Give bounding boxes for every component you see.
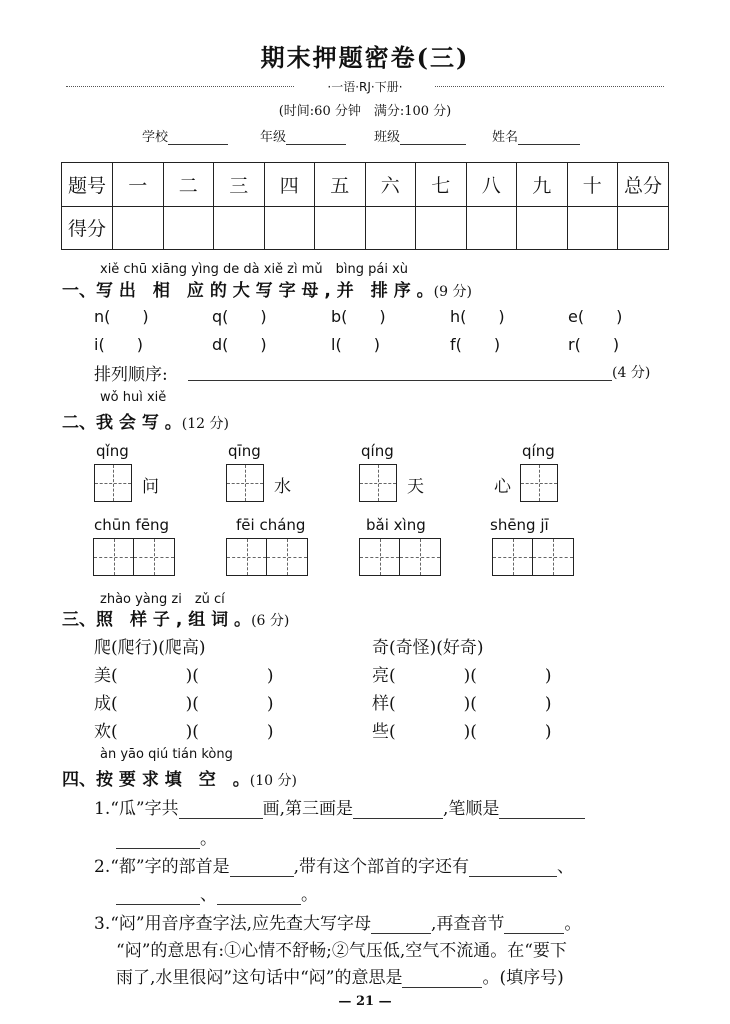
table-row: [62, 163, 669, 207]
q1-blank-strokes[interactable]: [179, 798, 263, 819]
single-pinyin: qǐng: [96, 442, 129, 460]
q3-blank-syllable[interactable]: [504, 913, 564, 934]
score-cell[interactable]: [113, 206, 164, 250]
double-pinyin: fēi cháng: [236, 516, 306, 534]
q2-blank-char2[interactable]: [116, 884, 200, 905]
section2-pinyin: wǒ huì xiě: [100, 390, 167, 405]
single-char: 天: [407, 477, 424, 497]
section1-points: (9 分): [433, 284, 472, 300]
letter-item[interactable]: n( ): [94, 307, 149, 326]
score-cell[interactable]: [264, 206, 315, 250]
question-2: [94, 852, 574, 877]
q3-line3-text: 雨了,水里很闷”这句话中“闷”的意思是: [116, 968, 403, 988]
example-right: 奇(奇怪)(好奇): [372, 638, 484, 658]
q3-line3-end: 。(填序号): [482, 968, 564, 988]
q1-blank-order[interactable]: [499, 798, 585, 819]
school-field[interactable]: [142, 126, 228, 145]
writing-grid-double[interactable]: [93, 538, 175, 576]
page-number: — 21 —: [338, 994, 392, 1009]
section3-points: (6 分): [251, 613, 290, 629]
table-header-cell: 十: [567, 163, 618, 207]
double-pinyin: bǎi xìng: [366, 516, 426, 534]
q1-text-b: 画,第三画是: [262, 799, 354, 819]
letter-item[interactable]: h( ): [450, 307, 505, 326]
name-field[interactable]: [492, 126, 580, 145]
writing-grid[interactable]: [94, 464, 132, 502]
score-cell[interactable]: [163, 206, 214, 250]
school-label: 学校: [142, 130, 169, 145]
q3-blank-letter[interactable]: [371, 913, 431, 934]
section3-title: [62, 605, 289, 630]
table-header-cell: 七: [416, 163, 467, 207]
q2-blank-char1[interactable]: [469, 856, 557, 877]
question-3-line3: [116, 963, 564, 988]
single-pinyin: qíng: [361, 442, 394, 460]
section4-points: (10 分): [249, 773, 297, 789]
q2-blank-radical[interactable]: [230, 856, 294, 877]
table-row: [62, 206, 669, 250]
writing-grid[interactable]: [520, 464, 558, 502]
single-char: 水: [274, 477, 291, 497]
score-cell[interactable]: [618, 206, 669, 250]
writing-grid[interactable]: [226, 464, 264, 502]
time-info: (时间:60 分钟 满分:100 分): [278, 104, 452, 119]
double-pinyin: shēng jī: [490, 516, 549, 534]
score-cell[interactable]: [466, 206, 517, 250]
single-char: 心: [494, 477, 511, 497]
table-header-cell: 九: [517, 163, 568, 207]
order-label: 排列顺序:: [94, 365, 168, 385]
score-cell[interactable]: [517, 206, 568, 250]
section4-title: [62, 765, 297, 790]
writing-grid-double[interactable]: [359, 538, 441, 576]
q2-text-a: 2.“都”字的部首是: [94, 857, 230, 877]
letter-item[interactable]: e( ): [568, 307, 623, 326]
table-header-cell: 八: [466, 163, 517, 207]
table-header-cell: 三: [214, 163, 265, 207]
class-field[interactable]: [374, 126, 466, 145]
table-header-cell: 四: [264, 163, 315, 207]
name-label: 姓名: [492, 130, 519, 145]
letter-item[interactable]: d( ): [212, 335, 267, 354]
section3-title-text: 三、照 样 子 , 组 词 。: [62, 610, 252, 630]
section2-title: [62, 408, 229, 433]
q2-sep: 、: [200, 885, 217, 905]
score-cell[interactable]: [416, 206, 467, 250]
q3-line2: “闷”的意思有:①心情不舒畅;②气压低,空气不流通。在“要下: [116, 941, 567, 961]
q3-text-a: 3.“闷”用音序查字法,应先查大写字母: [94, 914, 372, 934]
writing-grid-double[interactable]: [492, 538, 574, 576]
q2-end: 。: [301, 885, 318, 905]
question-2-cont: [116, 880, 318, 905]
writing-grid[interactable]: [359, 464, 397, 502]
question-3: [94, 909, 581, 934]
page-title: 期末押题密卷(三): [260, 43, 470, 72]
single-char: 问: [142, 477, 159, 497]
question-1-cont: [116, 824, 217, 849]
letter-item[interactable]: i( ): [94, 335, 143, 354]
table-header-cell: 五: [315, 163, 366, 207]
order-points: (4 分): [612, 365, 651, 381]
word-item[interactable]: 成( )( ): [94, 694, 274, 714]
order-answer-line[interactable]: [188, 380, 612, 381]
example-left: 爬(爬行)(爬高): [94, 638, 206, 658]
question-1: [94, 794, 585, 819]
q1-text-c: ,笔顺是: [443, 799, 500, 819]
section2-points: (12 分): [181, 416, 229, 432]
letter-item[interactable]: q( ): [212, 307, 267, 326]
section1-pinyin: xiě chū xiāng yìng de dà xiě zì mǔ bìng pái xù: [100, 262, 409, 277]
q3-text-b: ,再查音节: [431, 914, 505, 934]
edition-badge: ·一语·RJ·下册·: [295, 78, 435, 95]
q1-blank-order-cont[interactable]: [116, 828, 200, 849]
word-item[interactable]: 样( )( ): [372, 694, 552, 714]
table-header-cell: 总分: [618, 163, 669, 207]
word-item[interactable]: 亮( )( ): [372, 666, 552, 686]
score-table: [61, 162, 669, 250]
section1-title: [62, 276, 472, 301]
q2-blank-char3[interactable]: [217, 884, 301, 905]
q3-end: 。: [564, 914, 582, 934]
section1-title-text: 一、写 出 相 应 的 大 写 字 母 , 并 排 序 。: [62, 281, 434, 301]
score-cell[interactable]: [315, 206, 366, 250]
q2-text-b: ,带有这个部首的字还有: [293, 857, 470, 877]
q1-blank-third-stroke[interactable]: [353, 798, 443, 819]
letter-item[interactable]: b( ): [331, 307, 386, 326]
q3-blank-meaning[interactable]: [402, 967, 482, 988]
double-pinyin: chūn fēng: [94, 516, 170, 534]
table-header-cell: 一: [113, 163, 164, 207]
section3-pinyin: zhào yàng zi zǔ cí: [100, 592, 225, 607]
table-header-cell: 二: [163, 163, 214, 207]
q2-sep: 、: [557, 857, 575, 877]
q1-text-a: 1.“瓜”字共: [94, 799, 179, 819]
q1-end: 。: [200, 829, 217, 849]
letter-item[interactable]: f( ): [450, 335, 501, 354]
table-header-cell: 题号: [62, 163, 113, 207]
table-header-cell: 六: [365, 163, 416, 207]
word-item[interactable]: 欢( )( ): [94, 722, 274, 742]
letter-item[interactable]: l( ): [331, 335, 380, 354]
class-label: 班级: [374, 130, 401, 145]
grade-label: 年级: [260, 130, 287, 145]
score-row-label: 得分: [62, 206, 113, 250]
section4-title-text: 四、按 要 求 填 空 。: [62, 770, 250, 790]
score-cell[interactable]: [214, 206, 265, 250]
writing-grid-double[interactable]: [226, 538, 308, 576]
score-cell[interactable]: [365, 206, 416, 250]
score-cell[interactable]: [567, 206, 618, 250]
single-pinyin: qíng: [522, 442, 555, 460]
letter-item[interactable]: r( ): [568, 335, 620, 354]
word-item[interactable]: 美( )( ): [94, 666, 274, 686]
word-item[interactable]: 些( )( ): [372, 722, 552, 742]
grade-field[interactable]: [260, 126, 346, 145]
single-pinyin: qīng: [228, 442, 261, 460]
section2-title-text: 二、我 会 写 。: [62, 413, 182, 433]
section4-pinyin: àn yāo qiú tián kòng: [100, 747, 233, 762]
